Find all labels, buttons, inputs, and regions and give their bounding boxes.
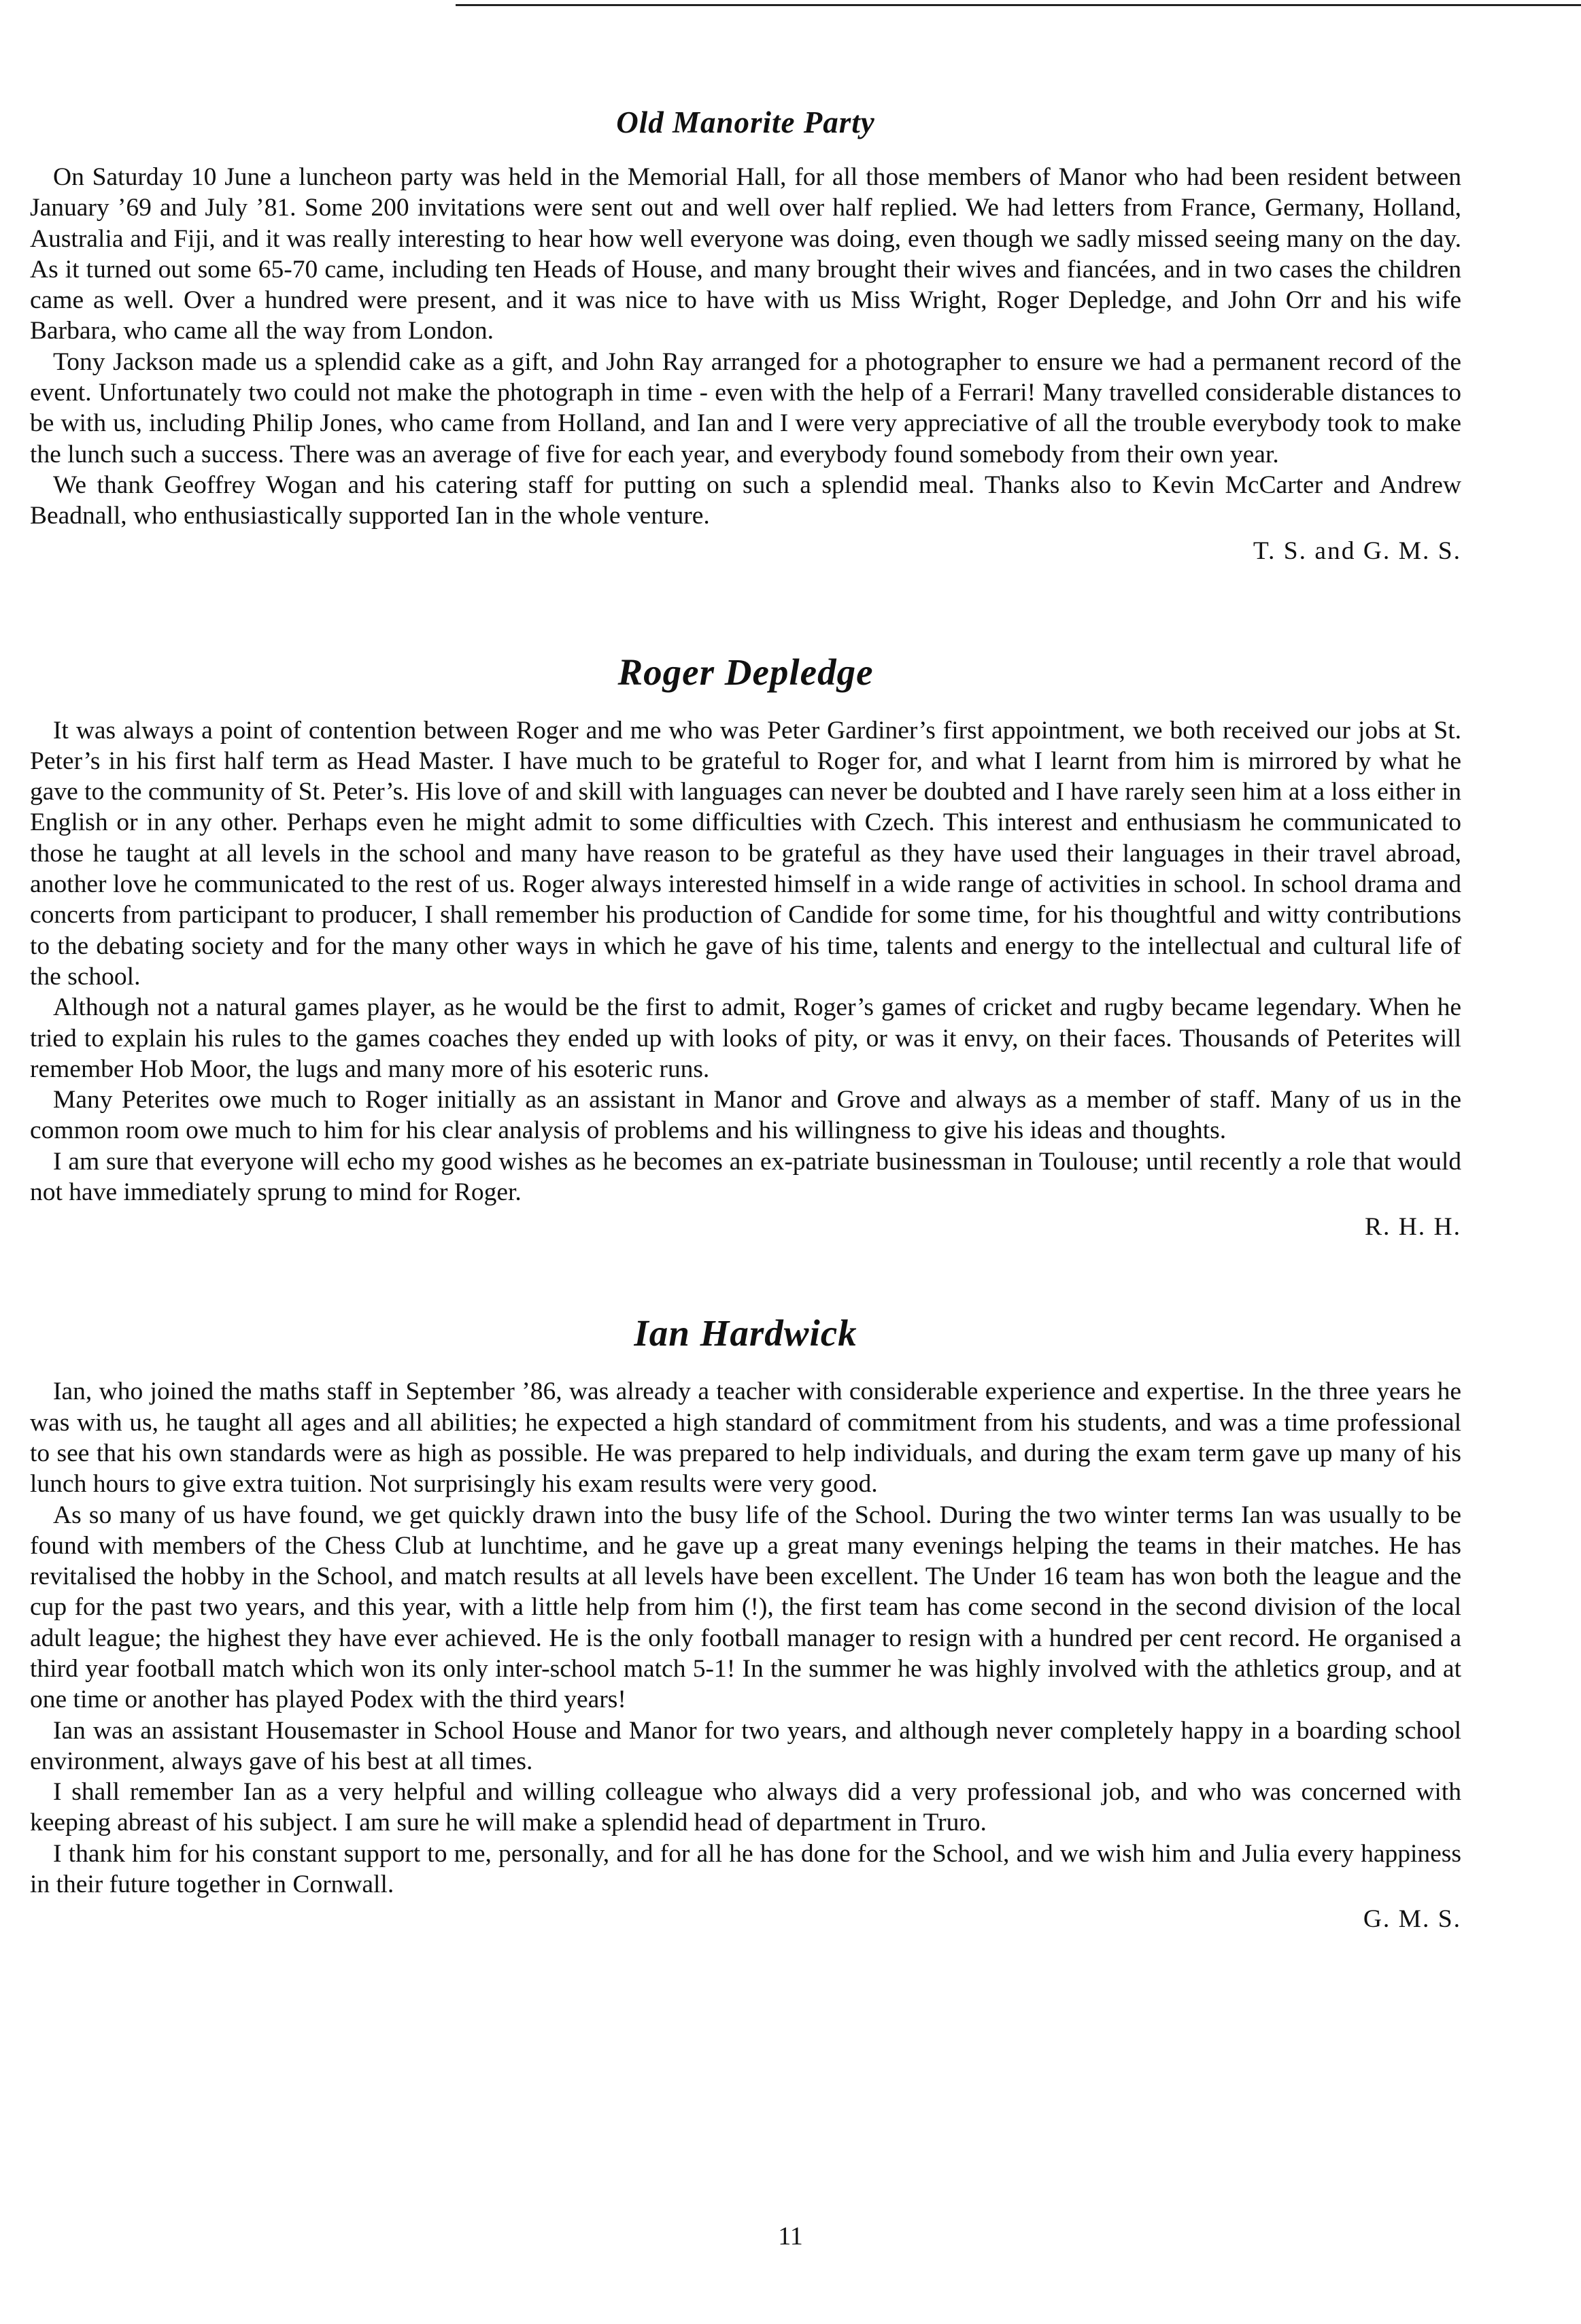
page-content [30, 102, 1461, 1935]
paragraph: It was always a point of contention between Roger and me who was Peter Gardiner’s first appointment, we both received our jobs at St. Peter’s in his first half term as Head Master. I have much to be grateful to Roger for, and what I learnt from him is mirrored by what he gave to the community of St. Peter’s. His love of and skill with languages can never be doubted and I have rarely seen him at a loss either in English or in any other. Perhaps even he might admit to some difficulties with Czech. This interest and enthusiasm he communicated to those he taught at all levels in the school and many have reason to be grateful as they have used their languages in their travel abroad, another love he communicated to the rest of us. Roger always interested himself in a wide range of activities in school. In school drama and concerts from participant to producer, I shall remember his production of Candide for some time, for his thoughtful and witty contributions to the debating society and for the many other ways in which he gave of his time, talents and energy to the intellectual and cultural life of the school. [30, 716, 1461, 991]
paragraph: We thank Geoffrey Wogan and his catering staff for putting on such a splendid meal. Thanks also to Kevin McCarter and Andrew Beadnall, who enthusiastically supported Ian in the whole venture. [30, 471, 1461, 530]
article-old-manorite-party [30, 102, 1461, 567]
paragraph: Tony Jackson made us a splendid cake as a gift, and John Ray arranged for a photographer to ensure we had a permanent record of the event. Unfortunately two could not make the photograph in time - even with the help of a Ferrari! Many travelled considerable distances to be with us, including Philip Jones, who came from Holland, and Ian and I were very appreciative of all the trouble everybody took to make the lunch such a success. There was an average of five for each year, and everybody found somebody from their own year. [30, 347, 1461, 468]
article-title: Old Manorite Party [616, 105, 875, 139]
paragraph: I am sure that everyone will echo my good wishes as he becomes an ex-patriate businessman in Toulouse; until recently a role that would not have immediately sprung to mind for Roger. [30, 1147, 1461, 1207]
article-signature: R. H. H. [1364, 1213, 1461, 1242]
article-title: Roger Depledge [617, 651, 874, 693]
article-title: Ian Hardwick [634, 1312, 857, 1354]
paragraph: On Saturday 10 June a luncheon party was held in the Memorial Hall, for all those members of Manor who had been resident between January ’69 and July ’81. Some 200 invitations were sent out and well over half replied. We had letters from France, Germany, Holland, Australia and Fiji, and it was really interesting to hear how well everyone was doing, even though we sadly missed seeing many on the day. As it turned out some 65-70 came, including ten Heads of House, and many brought their wives and fiancées, and in two cases the children came as well. Over a hundred were present, and it was nice to have with us Miss Wright, Roger Depledge, and John Orr and his wife Barbara, who came all the way from London. [30, 163, 1461, 345]
paragraph: Ian was an assistant Housemaster in School House and Manor for two years, and although never completely happy in a boarding school environment, always gave of his best at all times. [30, 1716, 1461, 1775]
article-signature: T. S. and G. M. S. [1253, 536, 1461, 565]
article-ian-hardwick [30, 1310, 1461, 1935]
article-roger-depledge [30, 649, 1461, 1244]
page-number: 11 [778, 2222, 803, 2251]
top-rule [456, 4, 1581, 6]
paragraph: Ian, who joined the maths staff in September ’86, was already a teacher with considerable experience and expertise. In the three years he was with us, he taught all ages and all abilities; he expected a high standard of commitment from his students, and was a time professional to see that his own standards were as high as possible. He was prepared to help individuals, and during the exam term gave up many of his lunch hours to give extra tuition. Not surprisingly his exam results were very good. [30, 1378, 1461, 1499]
paragraph: As so many of us have found, we get quickly drawn into the busy life of the School. During the two winter terms Ian was usually to be found with members of the Chess Club at lunchtime, and he gave up a great many evenings helping the teams in their matches. He has revitalised the hobby in the School, and match results at all levels have been excellent. The Under 16 team has won both the league and the cup for the past two years, and this year, with a little help from him (!), the first team has come second in the second division of the local adult league; the highest they have ever achieved. He is the only football manager to resign with a hundred per cent record. He organised a third year football match which won its only inter-school match 5-1! In the summer he was highly involved with the athletics group, and at one time or another has played Podex with the third years! [30, 1501, 1461, 1714]
paragraph: Many Peterites owe much to Roger initially as an assistant in Manor and Grove and always as a member of staff. Many of us in the common room owe much to him for his clear analysis of problems and his willingness to give his ideas and thoughts. [30, 1086, 1461, 1145]
paragraph: I shall remember Ian as a very helpful and willing colleague who always did a very professional job, and who was concerned with keeping abreast of his subject. I am sure he will make a splendid head of department in Truro. [30, 1778, 1461, 1837]
paragraph: I thank him for his constant support to me, personally, and for all he has done for the School, and we wish him and Julia every happiness in their future together in Cornwall. [30, 1839, 1461, 1899]
article-signature: G. M. S. [1363, 1905, 1461, 1934]
paragraph: Although not a natural games player, as he would be the first to admit, Roger’s games of cricket and rugby became legendary. When he tried to explain his rules to the games coaches they ended up with looks of pity, or was it envy, on their faces. Thousands of Peterites will remember Hob Moor, the lugs and many more of his esoteric runs. [30, 993, 1461, 1083]
